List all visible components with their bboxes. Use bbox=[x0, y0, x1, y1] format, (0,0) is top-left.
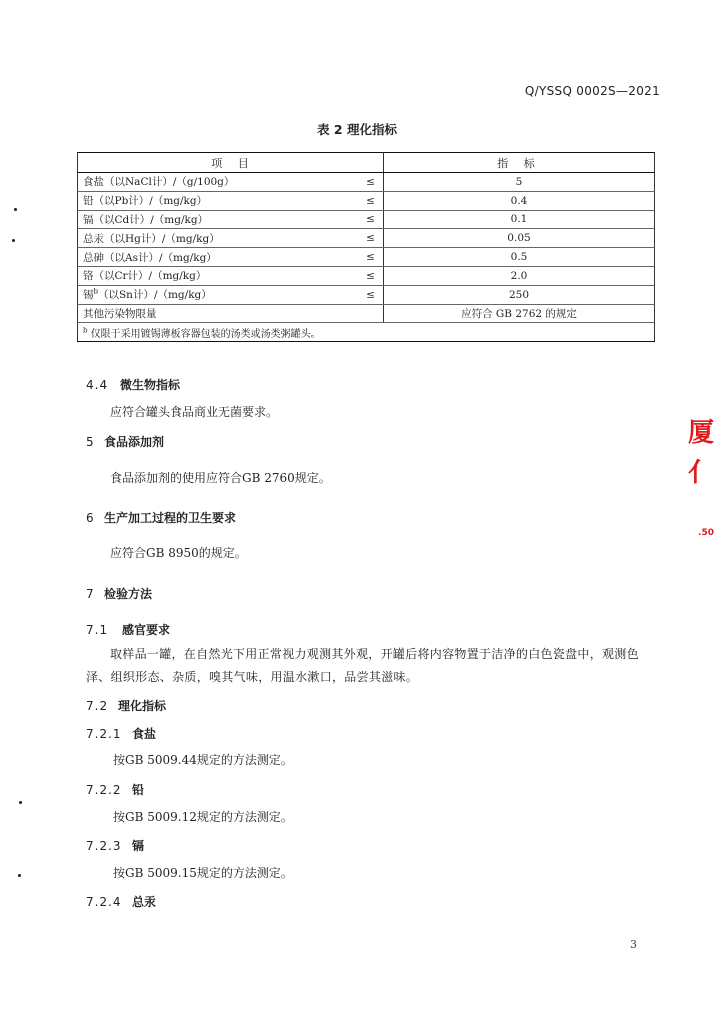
section-heading bbox=[86, 837, 144, 854]
section-title: 检验方法 bbox=[104, 587, 153, 601]
section-heading bbox=[86, 376, 180, 393]
row-symbol: ≤ bbox=[358, 285, 384, 304]
scan-speck bbox=[18, 874, 21, 877]
row-symbol bbox=[358, 304, 384, 323]
section-number: 6 bbox=[86, 511, 95, 525]
row-symbol: ≤ bbox=[358, 173, 384, 192]
section-number: 5 bbox=[86, 435, 95, 449]
section-title: 总汞 bbox=[132, 895, 157, 909]
table-row bbox=[78, 248, 655, 267]
seal-fragment: .50 bbox=[698, 528, 714, 538]
table-row bbox=[78, 191, 655, 210]
section-body: 食品添加剂的使用应符合GB 2760规定。 bbox=[110, 471, 331, 485]
row-symbol: ≤ bbox=[358, 210, 384, 229]
row-value: 250 bbox=[384, 285, 655, 304]
row-value: 0.05 bbox=[384, 229, 655, 248]
row-value: 应符合 GB 2762 的规定 bbox=[384, 304, 655, 323]
row-value: 0.1 bbox=[384, 210, 655, 229]
row-symbol: ≤ bbox=[358, 191, 384, 210]
section-heading bbox=[86, 433, 164, 450]
section-number: 7.2.4 bbox=[86, 895, 122, 909]
table-footnote-row bbox=[78, 323, 655, 342]
document-code: Q/YSSQ 0002S—2021 bbox=[524, 84, 660, 98]
row-item: 其他污染物限量 bbox=[78, 304, 359, 323]
section-heading bbox=[86, 509, 236, 526]
table-footnote bbox=[78, 323, 655, 342]
section-title: 理化指标 bbox=[118, 699, 167, 713]
section-title: 镉 bbox=[132, 839, 145, 853]
table-caption: 表 2 理化指标 bbox=[317, 122, 397, 137]
row-item-text: 锡$^b$（以Sn计）/（mg/kg） bbox=[83, 287, 212, 302]
section-heading bbox=[86, 621, 170, 638]
header-item: 项 目 bbox=[78, 153, 384, 173]
page-number: 3 bbox=[630, 938, 637, 951]
section-number: 7.1 bbox=[86, 623, 109, 637]
section-number: 7 bbox=[86, 587, 95, 601]
section-title: 食品添加剂 bbox=[104, 435, 165, 449]
seal-fragment: 厦 bbox=[687, 418, 714, 448]
section-title: 铅 bbox=[132, 783, 145, 797]
row-item: 食盐（以NaCl计）/（g/100g） bbox=[78, 173, 359, 192]
row-value: 5 bbox=[384, 173, 655, 192]
table-header-row bbox=[78, 153, 655, 173]
table-row bbox=[78, 285, 655, 304]
footnote-text: 仅限于采用镀锡薄板容器包装的汤类或汤类粥罐头。 bbox=[90, 328, 321, 340]
section-heading bbox=[86, 697, 166, 714]
section-number: 7.2.2 bbox=[86, 783, 122, 797]
row-symbol: ≤ bbox=[358, 248, 384, 267]
section-body: 按GB 5009.12规定的方法测定。 bbox=[113, 810, 293, 824]
row-value: 2.0 bbox=[384, 266, 655, 285]
row-value: 0.5 bbox=[384, 248, 655, 267]
section-body: 应符合罐头食品商业无菌要求。 bbox=[110, 405, 279, 419]
section-number: 7.2 bbox=[86, 699, 109, 713]
table-row bbox=[78, 173, 655, 192]
section-title: 感官要求 bbox=[122, 623, 171, 637]
section-heading bbox=[86, 893, 156, 910]
section-number: 7.2.1 bbox=[86, 727, 122, 741]
section-heading bbox=[86, 725, 156, 742]
row-item: 总汞（以Hg计）/（mg/kg） bbox=[78, 229, 359, 248]
footnote-ref: b bbox=[93, 287, 98, 296]
row-item: 总砷（以As计）/（mg/kg） bbox=[78, 248, 359, 267]
row-symbol: ≤ bbox=[358, 266, 384, 285]
section-heading bbox=[86, 781, 144, 798]
row-item: 铬（以Cr计）/（mg/kg） bbox=[78, 266, 359, 285]
physicochemical-table bbox=[77, 152, 655, 342]
section-body: 按GB 5009.15规定的方法测定。 bbox=[113, 866, 293, 880]
section-body: 按GB 5009.44规定的方法测定。 bbox=[113, 753, 293, 767]
scan-speck bbox=[12, 239, 15, 242]
section-title: 微生物指标 bbox=[120, 378, 181, 392]
scan-speck bbox=[14, 208, 17, 211]
row-item: 镉（以Cd计）/（mg/kg） bbox=[78, 210, 359, 229]
section-title: 生产加工过程的卫生要求 bbox=[104, 511, 237, 525]
table-row bbox=[78, 229, 655, 248]
scan-speck bbox=[19, 801, 22, 804]
seal-fragment: 亻 bbox=[687, 458, 714, 488]
section-body: 取样品一罐，在自然光下用正常视力观测其外观，开罐后将内容物置于洁净的白色瓷盘中，观测色泽、组织形态、杂质，嗅其气味，用温水漱口，品尝其滋味。 bbox=[86, 647, 639, 684]
section-heading bbox=[86, 585, 152, 602]
table-row bbox=[78, 210, 655, 229]
row-item bbox=[78, 285, 359, 304]
row-symbol: ≤ bbox=[358, 229, 384, 248]
section-title: 食盐 bbox=[132, 727, 157, 741]
header-value: 指 标 bbox=[384, 153, 655, 173]
row-value: 0.4 bbox=[384, 191, 655, 210]
table-row bbox=[78, 304, 655, 323]
row-item: 铅（以Pb计）/（mg/kg） bbox=[78, 191, 359, 210]
table-row bbox=[78, 266, 655, 285]
footnote-mark: b bbox=[83, 326, 88, 335]
section-body: 应符合GB 8950的规定。 bbox=[110, 546, 247, 560]
section-number: 4.4 bbox=[86, 378, 109, 392]
section-number: 7.2.3 bbox=[86, 839, 122, 853]
